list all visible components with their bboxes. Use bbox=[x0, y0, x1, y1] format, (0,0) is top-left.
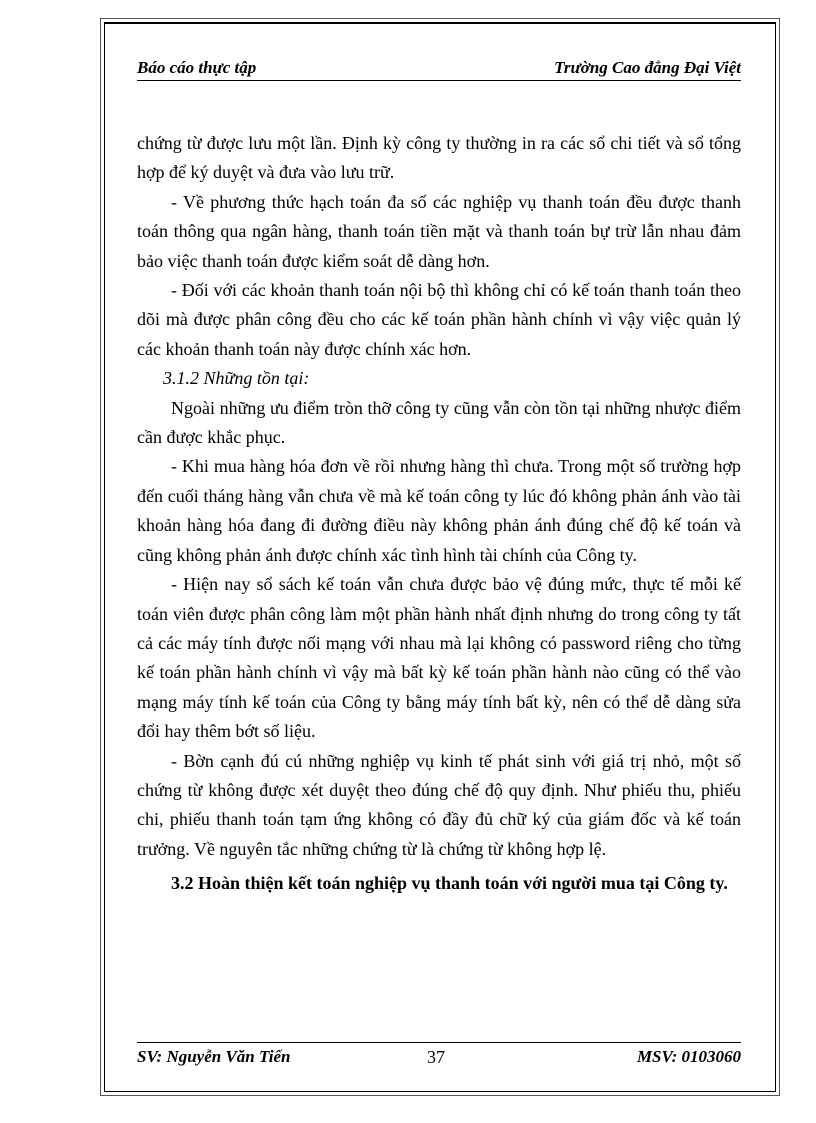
paragraph: - Khi mua hàng hóa đơn về rồi nhưng hàng thì chưa. Trong một số trường hợp đến cuối tháng hàng vẫn chưa về mà kế toán công ty lúc đó không phản ánh vào tài khoản hàng hóa đang đi đường điều này không phản ánh đúng chế độ kế toán và cũng không phản ánh được chính xác tình hình tài chính của Công ty. bbox=[137, 456, 741, 565]
page-header bbox=[137, 58, 741, 81]
paragraph: - Hiện nay sổ sách kế toán vẫn chưa được bảo vệ đúng mức, thực tế mỗi kế toán viên được phân công làm một phần hành nhất định nhưng do trong công ty tất cả các máy tính được nối mạng với nhau mà lại không có password riêng cho từng kế toán phần hành chính vì vậy mà bất kỳ kế toán phần hành nào cũng có thể vào mạng máy tính kế toán của Công ty bằng máy tính bất kỳ, nên có thể dễ dàng sửa đổi hay thêm bớt số liệu. bbox=[137, 574, 741, 742]
footer-student-name: SV: Nguyễn Văn Tiến bbox=[137, 1047, 291, 1066]
page-footer bbox=[137, 1042, 741, 1067]
section-subheading: 3.1.2 Những tồn tại: bbox=[163, 368, 310, 389]
paragraph: - Bờn cạnh đú cú những nghiệp vụ kinh tế phát sinh với giá trị nhỏ, một số chứng từ không được xét duyệt theo đúng chế độ quy định. Như phiếu thu, phiếu chi, phiếu thanh toán tạm ứng không có đầy đủ chữ ký của giám đốc và kế toán trưởng. Về nguyên tắc những chứng từ là chứng từ không hợp lệ. bbox=[137, 750, 741, 859]
header-school-name: Trường Cao đẳng Đại Việt bbox=[554, 58, 741, 77]
footer-student-id: MSV: 0103060 bbox=[636, 1047, 741, 1066]
paragraph: - Về phương thức hạch toán đa số các nghiệp vụ thanh toán đều được thanh toán thông qua ngân hàng, thanh toán tiền mặt và thanh toán bự trừ lẫn nhau đảm bảo việc thanh toán được kiểm soát dễ dàng hơn. bbox=[137, 191, 741, 271]
paragraph: Ngoài những ưu điểm tròn thỡ công ty cũng vẫn còn tồn tại những nhược điểm cần được khắc phục. bbox=[137, 397, 741, 448]
document-body bbox=[137, 129, 741, 898]
header-report-title: Báo cáo thực tập bbox=[137, 58, 257, 77]
page-number: 37 bbox=[427, 1047, 445, 1067]
paragraph: chứng từ được lưu một lần. Định kỳ công ty thường in ra các sổ chi tiết và sổ tổng hợp để ký duyệt và đưa vào lưu trữ. bbox=[137, 133, 741, 183]
section-heading: 3.2 Hoàn thiện kết toán nghiệp vụ thanh toán với người mua tại Công ty. bbox=[171, 873, 728, 894]
paragraph: - Đối với các khoản thanh toán nội bộ thì không chỉ có kế toán thanh toán theo dõi mà được phân công đều cho các kế toán phần hành chính vì vậy việc quản lý các khoản thanh toán này được chính xác hơn. bbox=[137, 280, 741, 359]
